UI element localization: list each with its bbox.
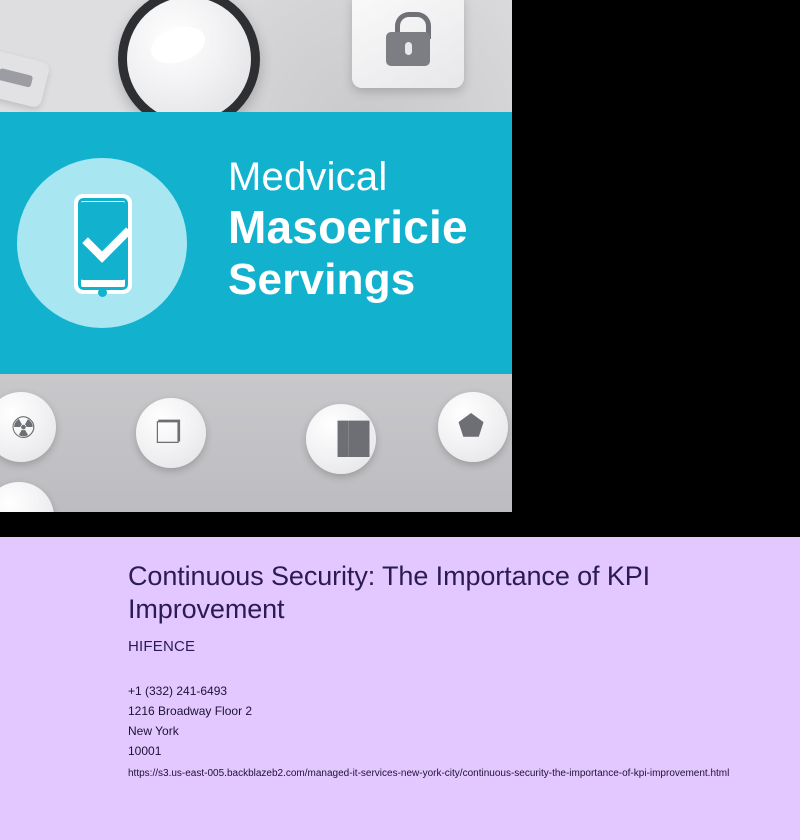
info-card [0,537,800,840]
desk-photo-strip [0,0,512,112]
brand-name: HIFENCE [128,638,196,655]
city: New York [128,724,179,738]
padlock-card [352,0,464,88]
page-title: Continuous Security: The Importance of KPI Improvement [128,561,651,624]
banner-line-3: Servings [228,255,416,304]
source-url[interactable]: https://s3.us-east-005.backblazeb2.com/managed-it-services-new-york-city/continuous-security-the-importance-of-kpi-improvement.html [128,768,730,779]
street-address: 1216 Broadway Floor 2 [128,704,253,718]
bar-chart-icon: ▐█ [327,422,370,455]
clip-object [0,49,51,108]
zip-code: 10001 [128,744,162,758]
icon-strip [0,374,512,512]
phone-home-button [98,288,107,297]
hero-image [0,0,512,512]
banner-line-1: Medvical [228,155,388,199]
banner-line-2: Masoericie [228,201,468,253]
hero-banner [0,112,512,374]
magnifier-icon [118,0,260,130]
info-card-content [128,560,788,781]
padlock-keyhole [405,42,412,55]
contact-block [128,681,788,761]
phone-number: +1 (332) 241-6493 [128,684,228,698]
alert-bell-icon: ☢ [10,412,37,445]
banner-text [228,154,512,306]
shield-icon: ⬟ [458,410,485,443]
documents-icon: ❐ [155,417,182,450]
